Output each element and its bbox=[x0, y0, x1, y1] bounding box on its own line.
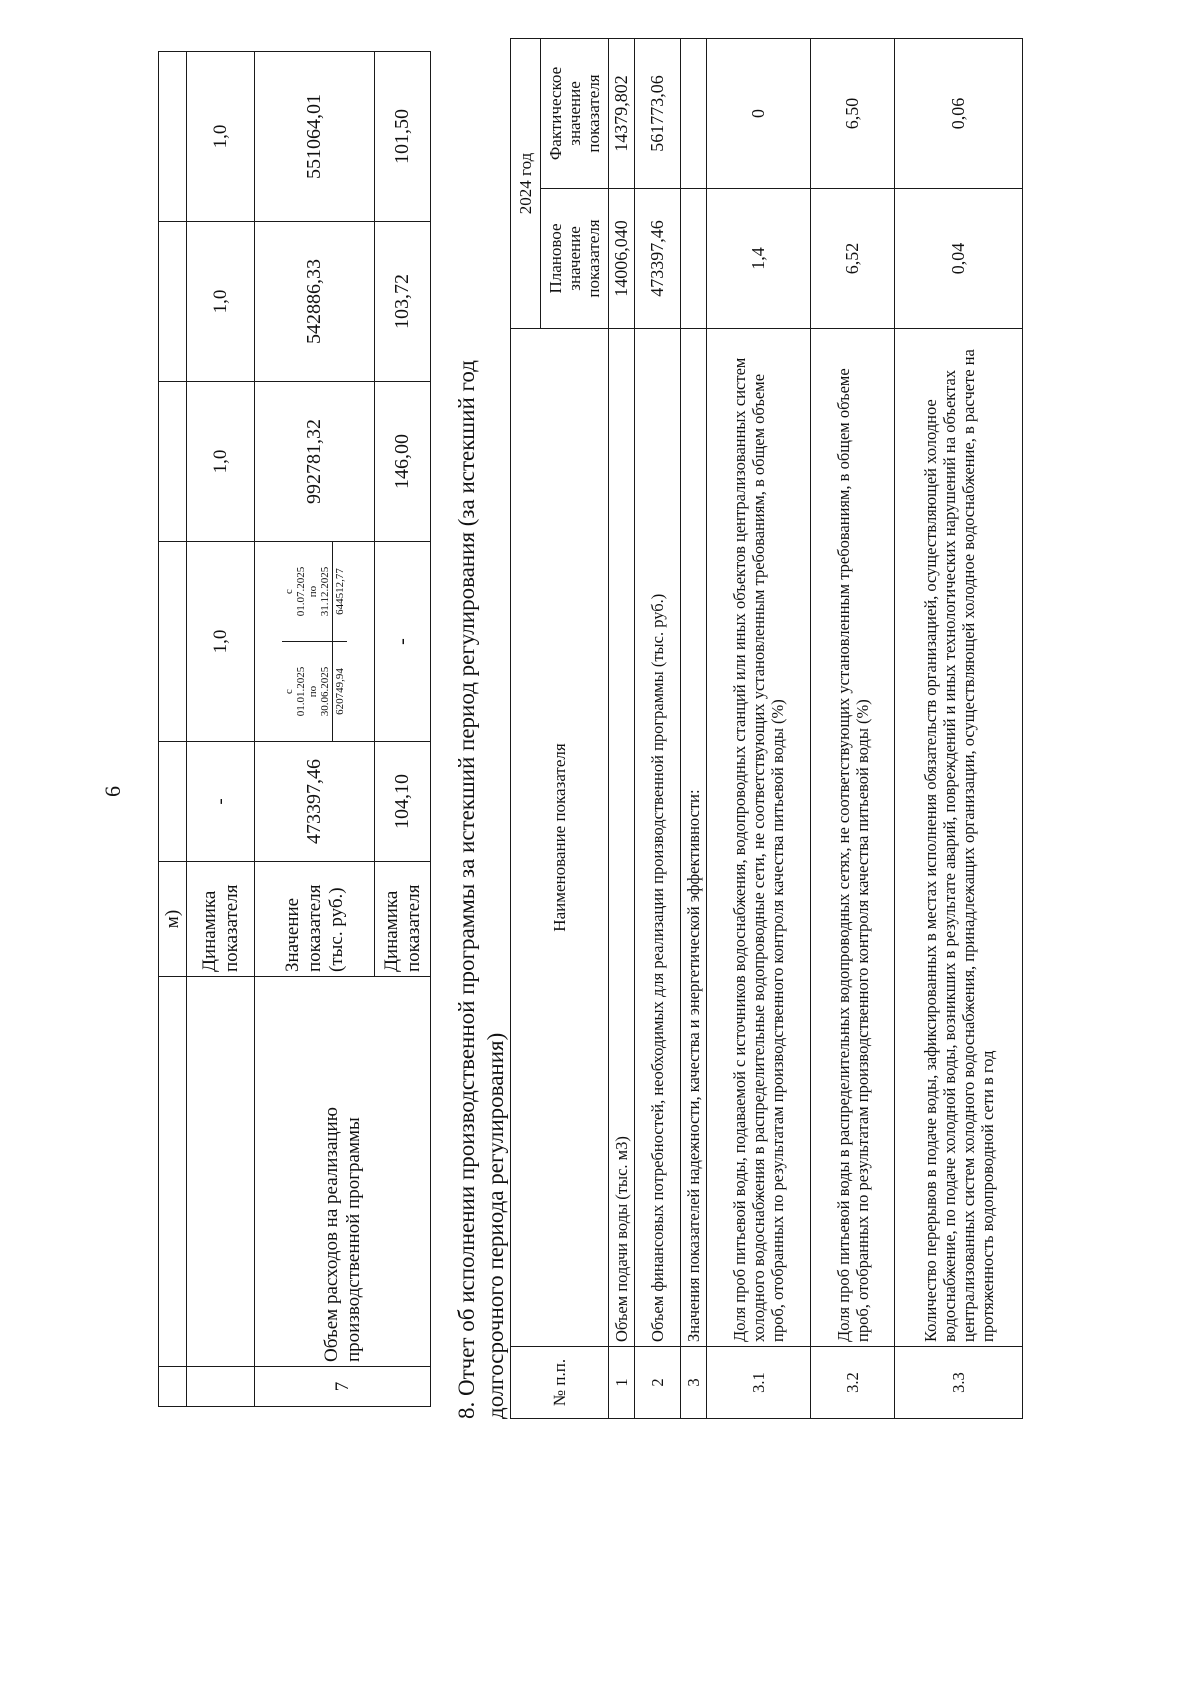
section-heading-line2: долгосрочного периода регулирования) bbox=[483, 1032, 508, 1419]
indicators-table-continued bbox=[158, 51, 431, 1407]
period-left-value: 620749,94 bbox=[333, 642, 348, 742]
table-row: 3.2 Доля проб питьевой воды в распределительных водопроводных сетях, не соответствующих установленным требованиям, в общем объеме проб, отобранных по результатам производственного контроля качества питьевой воды (%) 6,52 6,50 bbox=[811, 39, 895, 1419]
value-cell: 146,00 bbox=[375, 382, 431, 542]
value-cell: 551064,01 bbox=[255, 52, 375, 222]
value-cell: 1,0 bbox=[187, 222, 255, 382]
section-heading-line1: 8. Отчет об исполнении производственной программы за истекший период регулирования (за истекший год bbox=[454, 360, 479, 1419]
period-right-header: с 01.07.2025 по 31.12.2025 bbox=[282, 542, 333, 642]
table-row bbox=[255, 52, 375, 1407]
report-table bbox=[510, 38, 1023, 1419]
section-heading bbox=[452, 39, 510, 1419]
page-number: 6 bbox=[100, 786, 125, 797]
value-cell: 1,0 bbox=[187, 542, 255, 742]
value-cell: 542886,33 bbox=[255, 222, 375, 382]
row-label: Динамика показателя bbox=[375, 862, 431, 977]
header-num: № п.п. bbox=[511, 1347, 609, 1419]
split-period-table bbox=[282, 542, 347, 741]
table-row: 1 Объем подачи воды (тыс. м3) 14006,040 14379,802 bbox=[609, 39, 635, 1419]
table-row: 2 Объем финансовых потребностей, необходимых для реализации производственной программы (тыс. руб.) 473397,46 561773,06 bbox=[635, 39, 681, 1419]
value-cell: 473397,46 bbox=[255, 742, 375, 862]
table-row: 3.3 Количество перерывов в подаче воды, зафиксированных в местах исполнения обязательств организацией, осуществляющей холодное водоснабжение, по подаче холодной воды, возникших в результате аварий, повреждений и иных технологических нарушений на объектах централизованных систем холодного водоснабжения, принадлежащих организации, осуществляющей холодное водоснабжение, в расчете на протяженность водопроводной сети в год 0,04 0,06 bbox=[895, 39, 1023, 1419]
value-cell: 104,10 bbox=[375, 742, 431, 862]
value-cell: - bbox=[187, 742, 255, 862]
header-plan: Плановое значение показателя bbox=[541, 189, 609, 329]
item-name: Объем расходов на реализацию производственной программы bbox=[255, 977, 431, 1367]
split-period-cell bbox=[255, 542, 375, 742]
table-row bbox=[159, 52, 187, 1407]
row-label: Динамика показателя bbox=[187, 862, 255, 977]
period-left-header: с 01.01.2025 по 30.06.2025 bbox=[283, 666, 331, 717]
table-row: 3.1 Доля проб питьевой воды, подаваемой с источников водоснабжения, водопроводных станций или иных объектов централизованных систем холодного водоснабжения в распределительные водопроводные сети, не соответствующих установленным требованиям, в общем объеме проб, отобранных по результатам производственного контроля качества питьевой воды (%) 1,4 0 bbox=[707, 39, 811, 1419]
value-cell: - bbox=[375, 542, 431, 742]
value-cell: 1,0 bbox=[187, 382, 255, 542]
unit-cell: м) bbox=[159, 862, 187, 977]
header-fact: Фактическое значение показателя bbox=[541, 39, 609, 189]
value-cell: 101,50 bbox=[375, 52, 431, 222]
item-number: 7 bbox=[255, 1367, 431, 1407]
value-cell: 1,0 bbox=[187, 52, 255, 222]
value-cell: 103,72 bbox=[375, 222, 431, 382]
row-label: Значение показателя (тыс. руб.) bbox=[255, 862, 375, 977]
table-row: 3 Значения показателей надежности, качества и энергетической эффективности: bbox=[681, 39, 707, 1419]
value-cell: 992781,32 bbox=[255, 382, 375, 542]
table-row bbox=[187, 52, 255, 1407]
header-row bbox=[511, 39, 541, 1419]
header-name: Наименование показателя bbox=[511, 329, 609, 1347]
period-right-value: 644512,77 bbox=[333, 542, 348, 642]
header-year: 2024 год bbox=[511, 39, 541, 329]
